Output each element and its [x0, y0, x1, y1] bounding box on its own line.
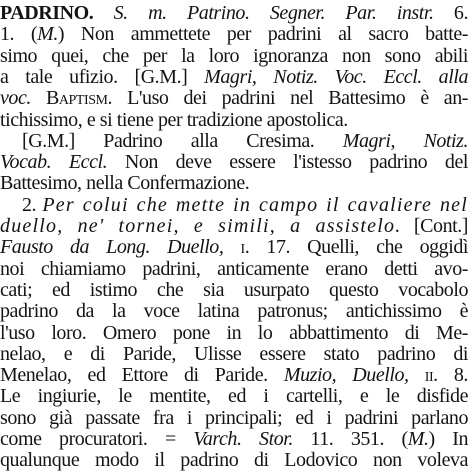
entry-text: voc. [0, 87, 31, 110]
entry-line [0, 428, 468, 450]
entry-text: M. [37, 23, 58, 46]
entry-text: 2. [22, 193, 43, 216]
entry-line [0, 449, 468, 471]
entry-text: qualunque modo il padrino di Lodovico non voleva [0, 449, 468, 472]
entry-text [93, 2, 113, 24]
entry-text: l'uso loro. Omero pone in lo abbattimento di Me- [0, 321, 468, 344]
entry-line [0, 322, 468, 344]
entry-text [31, 87, 46, 109]
entry-text [223, 236, 240, 258]
entry-text: tichissimo, e si tiene per tradizione apostolica. [0, 108, 348, 131]
entry-text: Varch. Stor. [193, 428, 293, 450]
entry-text: noi chiamiamo padrini, anticamente erano detti avo- [0, 257, 468, 280]
entry-line [0, 130, 468, 152]
entry-text: Magri, Notiz. [342, 129, 468, 152]
entry-line [0, 66, 468, 88]
entry-line [0, 236, 468, 258]
entry-line [0, 407, 468, 429]
entry-line [0, 279, 468, 301]
entry-text: 1. ( [0, 23, 38, 46]
entry-text: Battesimo, nella Confermazione. [0, 172, 250, 195]
entry-text: Baptism. [46, 87, 113, 110]
entry-line [0, 87, 468, 109]
entry-text: 8. [437, 364, 468, 387]
entry-text: S. m. Patrino. Segner. Par. instr. [113, 2, 434, 24]
entry-text: 17. Quelli, che oggidì [249, 236, 468, 259]
entry-text: ) In [428, 428, 468, 450]
entry-text: 11. 351. ( [292, 428, 408, 450]
entry-text: Menelao, ed Ettore di Paride. [0, 364, 284, 387]
entry-line [0, 23, 468, 45]
entry-line [0, 300, 468, 322]
entry-line [0, 194, 468, 216]
entry-text: Vocab. Eccl. [0, 151, 108, 174]
entry-text: duello, ne' tornei, e simili, a assistelo. [0, 215, 402, 237]
entry-text: ) Non ammettete per padrini al sacro batte- [57, 23, 468, 46]
entry-line [0, 215, 468, 237]
entry-text: Fausto da Long. Duello, [0, 236, 224, 259]
entry-text: padrino da la voce latina patronus; antichissimo è [0, 300, 468, 323]
entry-line [0, 343, 468, 365]
entry-text: Muzio, Duello, [283, 364, 409, 387]
entry-text: Magri, Notiz. Voc. Eccl. alla [204, 65, 468, 88]
entry-text: a tale ufizio. [G.M.] [0, 65, 205, 88]
entry-text: sono già passate fra i principali; ed i padrini parlano [0, 406, 468, 429]
entry-line [0, 45, 468, 67]
entry-line [0, 151, 468, 173]
entry-line [0, 172, 468, 194]
entry-line [0, 258, 468, 280]
entry-text [409, 364, 425, 386]
entry-text: 6. [433, 2, 468, 24]
entry-text: [G.M.] Padrino alla Cresima. [22, 129, 343, 152]
entry-text: Le ingiurie, le mentite, ed i cartelli, e le disfide [0, 385, 468, 408]
entry-text: Per colui che mette in campo il cavaliere nel [42, 193, 468, 216]
entry-line [0, 2, 468, 24]
entry-text: M. [407, 428, 429, 450]
entry-text: Non deve essere l'istesso padrino del [107, 151, 468, 174]
entry-text: nelao, e di Paride, Ulisse essere stato padrino di [0, 342, 468, 365]
entry-text: cati; ed istimo che sia usurpato questo vocabolo [0, 278, 468, 301]
headword: PADRINO. [0, 2, 94, 24]
entry-text: come procuratori. = [0, 428, 194, 450]
entry-text: i. [240, 236, 250, 259]
entry-text: simo quei, che per la loro ignoranza non sono abili [0, 44, 468, 67]
entry-text: L'uso dei padrini nel Battesimo è an- [112, 87, 468, 110]
entry-text: ii. [424, 364, 438, 387]
entry-line [0, 109, 468, 131]
entry-line [0, 385, 468, 407]
entry-line [0, 364, 468, 386]
entry-text: [Cont.] [401, 215, 468, 237]
